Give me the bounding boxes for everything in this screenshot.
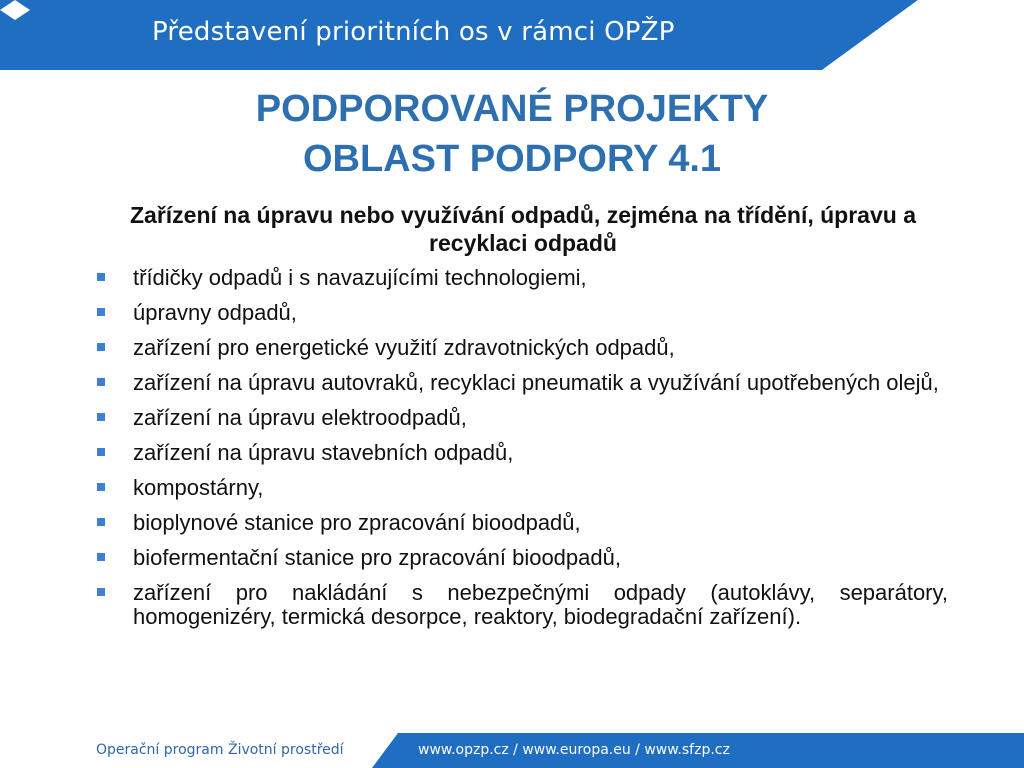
bullet-item: zařízení pro energetické využití zdravotnických odpadů, [96,336,948,360]
diamond-icon [0,0,30,20]
bullet-item: kompostárny, [96,476,948,500]
footer-links[interactable]: www.opzp.cz / www.europa.eu / www.sfzp.cz [418,742,730,758]
bullet-item: bioplynové stanice pro zpracování bioodpadů, [96,511,948,535]
bullet-item: úpravny odpadů, [96,301,948,325]
square-bullet-icon [97,308,105,316]
square-bullet-icon [97,343,105,351]
header-title: Představení prioritních os v rámci OPŽP [152,17,675,47]
slide-title-line-2: OBLAST PODPORY 4.1 [302,138,722,180]
bullet-item: zařízení na úpravu elektroodpadů, [96,406,948,430]
bullet-item: biofermentační stanice pro zpracování bioodpadů, [96,546,948,570]
bullet-item: třídičky odpadů i s navazujícími technologiemi, [96,266,948,290]
square-bullet-icon [97,413,105,421]
square-bullet-icon [97,378,105,386]
bullet-list [96,266,948,640]
footer [0,733,1024,768]
square-bullet-icon [97,483,105,491]
slide-title-line-1: PODPOROVANÉ PROJEKTY [255,88,769,130]
header-band [0,0,1024,70]
bullet-item: zařízení na úpravu stavebních odpadů, [96,441,948,465]
square-bullet-icon [97,518,105,526]
bullet-item: zařízení na úpravu autovraků, recyklaci pneumatik a využívání upotřebených olejů, [96,371,948,395]
square-bullet-icon [97,553,105,561]
footer-program-name: Operační program Životní prostředí [96,742,344,758]
slide-title [0,84,1024,184]
square-bullet-icon [97,273,105,281]
square-bullet-icon [97,588,105,596]
slide-subtitle: Zařízení na úpravu nebo využívání odpadů, zejména na třídění, úpravu a recyklaci odpadů [130,202,916,256]
bullet-item: zařízení pro nakládání s nebezpečnými odpady (autoklávy, separátory, homogenizéry, termická desorpce, reaktory, biodegradační zařízení). [96,581,948,629]
square-bullet-icon [97,448,105,456]
